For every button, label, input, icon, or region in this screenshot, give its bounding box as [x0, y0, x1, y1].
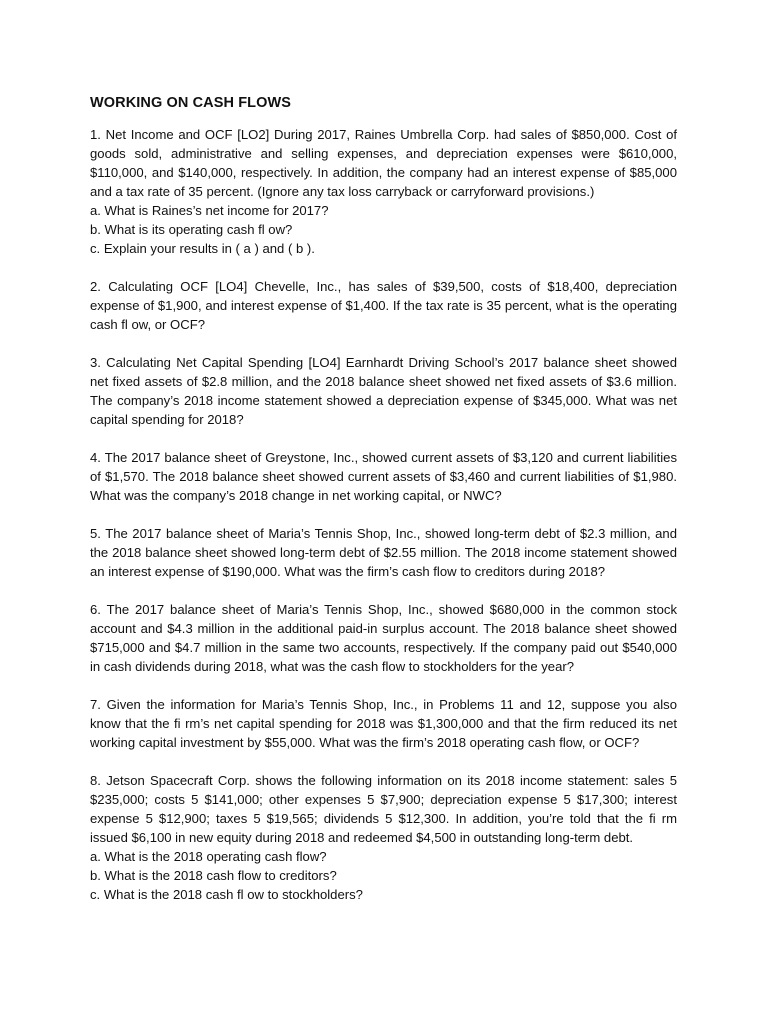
question-text: 7. Given the information for Maria’s Tennis Shop, Inc., in Problems 11 and 12, suppose you also know that the fi rm’s net capital spending for 2018 was $1,300,000 and that the firm reduced its net working capital investment by $55,000. What was the firm’s 2018 operating cash flow, or OCF?: [90, 697, 677, 750]
question-text: 8. Jetson Spacecraft Corp. shows the following information on its 2018 income statement: sales 5 $235,000; costs 5 $141,000; other expenses 5 $7,900; depreciation expense 5 $17,300; interest expense 5 $12,900; taxes 5 $19,565; dividends 5 $12,300. In addition, you’re told that the fi rm issued $6,100 in new equity during 2018 and redeemed $4,500 in outstanding long-term debt.: [90, 773, 677, 845]
question-text: 4. The 2017 balance sheet of Greystone, Inc., showed current assets of $3,120 and current liabilities of $1,570. The 2018 balance sheet showed current assets of $3,460 and current liabilities of $1,980. What was the company’s 2018 change in net working capital, or NWC?: [90, 450, 677, 503]
question-5: [90, 524, 677, 581]
question-text: 5. The 2017 balance sheet of Maria’s Tennis Shop, Inc., showed long-term debt of $2.3 million, and the 2018 balance sheet showed long-term debt of $2.55 million. The 2018 income statement showed an interest expense of $190,000. What was the firm’s cash flow to creditors during 2018?: [90, 526, 677, 579]
question-6: [90, 600, 677, 676]
question-text: 2. Calculating OCF [LO4] Chevelle, Inc., has sales of $39,500, costs of $18,400, depreciation expense of $1,900, and interest expense of $1,400. If the tax rate is 35 percent, what is the operating cash fl ow, or OCF?: [90, 279, 677, 332]
question-8: [90, 771, 677, 904]
question-2: [90, 277, 677, 334]
question-subpart-c: c. What is the 2018 cash fl ow to stockholders?: [90, 887, 363, 902]
question-1: [90, 125, 677, 258]
question-subpart-b: b. What is the 2018 cash flow to creditors?: [90, 868, 337, 883]
question-7: [90, 695, 677, 752]
question-3: [90, 353, 677, 429]
question-text: 1. Net Income and OCF [LO2] During 2017, Raines Umbrella Corp. had sales of $850,000. Cost of goods sold, administrative and selling expenses, and depreciation expenses were $610,000, $110,000, and $140,000, respectively. In addition, the company had an interest expense of $85,000 and a tax rate of 35 percent. (Ignore any tax loss carryback or carryforward provisions.): [90, 127, 677, 199]
document-title: WORKING ON CASH FLOWS: [90, 95, 292, 111]
question-text: 3. Calculating Net Capital Spending [LO4] Earnhardt Driving School’s 2017 balance sheet showed net fixed assets of $2.8 million, and the 2018 balance sheet showed net fixed assets of $3.6 million. The company’s 2018 income statement showed a depreciation expense of $345,000. What was net capital spending for 2018?: [90, 355, 677, 427]
question-subpart-a: a. What is the 2018 operating cash flow?: [90, 849, 327, 864]
question-text: 6. The 2017 balance sheet of Maria’s Tennis Shop, Inc., showed $680,000 in the common stock account and $4.3 million in the additional paid-in surplus account. The 2018 balance sheet showed $715,000 and $4.7 million in the same two accounts, respectively. If the company paid out $540,000 in cash dividends during 2018, what was the cash flow to stockholders for the year?: [90, 602, 677, 674]
question-subpart-c: c. Explain your results in ( a ) and ( b ).: [90, 241, 315, 256]
question-subpart-a: a. What is Raines’s net income for 2017?: [90, 203, 329, 218]
question-subpart-b: b. What is its operating cash fl ow?: [90, 222, 293, 237]
document-page: [90, 94, 677, 923]
question-4: [90, 448, 677, 505]
